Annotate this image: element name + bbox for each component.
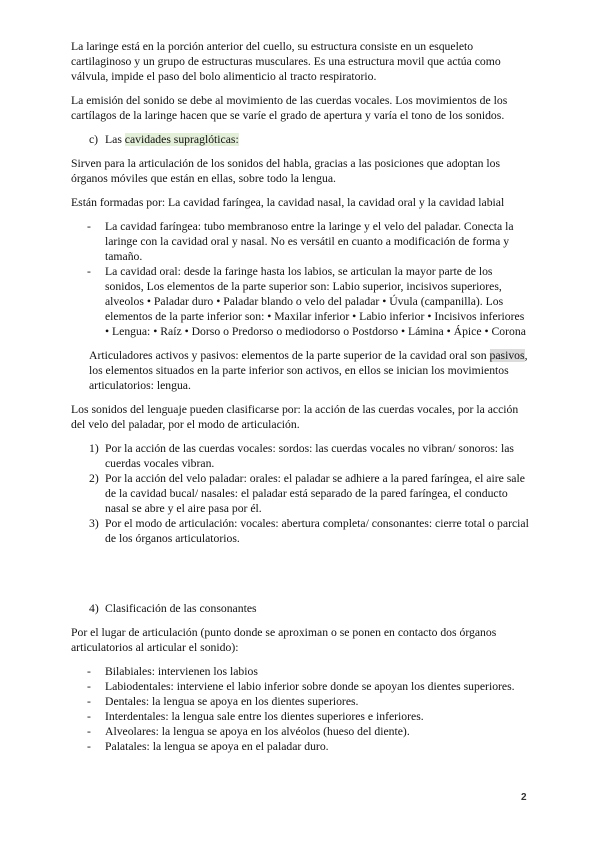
list-item bbox=[71, 709, 529, 724]
paragraph-larynx: La laringe está en la porción anterior del cuello, su estructura consiste en un esqueleto cartilaginoso y un grupo de estructuras musculares. Es una estructura movil que actúa como válvula, impide el paso del bolo alimenticio al tracto respiratorio. bbox=[71, 40, 501, 83]
classification-list bbox=[71, 441, 529, 546]
list-item-text: Dentales: la lengua se apoya en los dientes superiores. bbox=[105, 695, 359, 708]
list-item-text: Por el modo de articulación: vocales: abertura completa/ consonantes: cierre total o parcial de los órganos articulatorios. bbox=[105, 517, 529, 545]
highlighted-term: pasivos bbox=[489, 349, 525, 362]
paragraph-composition: Están formadas por: La cavidad faríngea, la cavidad nasal, la cavidad oral y la cavidad labial bbox=[71, 196, 505, 209]
paragraph-articulators bbox=[89, 348, 529, 393]
paragraph-sound-emission: La emisión del sonido se debe al movimiento de las cuerdas vocales. Los movimientos de los cartílagos de la laringe hacen que se varíe el grado de apertura y varía el tono de los sonidos. bbox=[71, 94, 508, 122]
list-item bbox=[71, 664, 529, 679]
list-item bbox=[71, 739, 529, 754]
section-marker: 4) bbox=[89, 602, 99, 615]
section-title: Clasificación de las consonantes bbox=[105, 602, 257, 615]
list-dash: - bbox=[87, 725, 91, 738]
list-item bbox=[71, 441, 529, 471]
list-item bbox=[71, 471, 529, 516]
list-dash: - bbox=[87, 665, 91, 678]
section-marker: c) bbox=[89, 133, 99, 146]
list-item-text: Bilabiales: intervienen los labios bbox=[105, 665, 258, 678]
section-prefix: Las bbox=[105, 133, 125, 146]
list-number: 3) bbox=[89, 517, 99, 530]
paragraph-function: Sirven para la articulación de los sonidos del habla, gracias a las posiciones que adoptan los órganos móviles que están en ellas, sobre todo la lengua. bbox=[71, 157, 501, 185]
list-dash: - bbox=[87, 220, 91, 233]
list-dash: - bbox=[87, 695, 91, 708]
list-number: 2) bbox=[89, 472, 99, 485]
articulators-text: , los elementos situados en la parte inferior son activos, en ellos se inician los movimientos articulatorios: lengua. bbox=[89, 349, 528, 392]
list-item bbox=[71, 264, 529, 339]
list-item bbox=[71, 219, 529, 264]
list-item-text: Palatales: la lengua se apoya en el paladar duro. bbox=[105, 740, 329, 753]
list-item-text: Labiodentales: interviene el labio inferior sobre donde se apoyan los dientes superiores. bbox=[105, 680, 515, 693]
list-item bbox=[71, 679, 529, 694]
list-item-text: Por la acción de las cuerdas vocales: sordos: las cuerdas vocales no vibran/ sonoros: las cuerdas vocales vibran. bbox=[105, 442, 514, 470]
paragraph-place-articulation: Por el lugar de articulación (punto donde se aproximan o se ponen en contacto dos órganos articulatorios al articular el sonido): bbox=[71, 626, 497, 654]
list-item-text: Interdentales: la lengua sale entre los dientes superiores e inferiores. bbox=[105, 710, 424, 723]
list-item-text: La cavidad oral: desde la faringe hasta los labios, se articulan la mayor parte de los sonidos, Los elementos de la parte superior son: Labio superior, incisivos superiores, alveolos • Paladar duro • Paladar blando o velo del paladar • Úvula (campanilla). Los elementos de la parte inferior son: • Maxilar inferior • Labio inferior • Incisivos inferiores • Lengua: • Raíz • Dorso o Predorso o mediodorso o Postdorso • Lámina • Ápice • Corona bbox=[105, 265, 526, 338]
list-dash: - bbox=[87, 265, 91, 278]
list-item-text: La cavidad faríngea: tubo membranoso entre la laringe y el velo del paladar. Conecta la laringe con la cavidad oral y nasal. No es versátil en cuanto a modificación de forma y tamaño. bbox=[105, 220, 514, 263]
page-content bbox=[71, 39, 529, 763]
spacer bbox=[71, 555, 529, 601]
list-item bbox=[71, 516, 529, 546]
list-dash: - bbox=[87, 740, 91, 753]
list-dash: - bbox=[87, 680, 91, 693]
list-item-text: Por la acción del velo paladar: orales: el paladar se adhiere a la pared faríngea, el aire sale de la cavidad bucal/ nasales: el paladar está separado de la pared faríngea, el conducto nasal se abre y el aire pasa por él. bbox=[105, 472, 525, 515]
section-heading-c bbox=[71, 132, 529, 147]
highlighted-term: cavidades supraglóticas: bbox=[124, 133, 239, 146]
list-dash: - bbox=[87, 710, 91, 723]
places-list bbox=[71, 664, 529, 754]
paragraph-classification: Los sonidos del lenguaje pueden clasificarse por: la acción de las cuerdas vocales, por la acción del velo del paladar, por el modo de articulación. bbox=[71, 403, 519, 431]
list-item-text: Alveolares: la lengua se apoya en los alvéolos (hueso del diente). bbox=[105, 725, 410, 738]
list-number: 1) bbox=[89, 442, 99, 455]
section-heading-4 bbox=[71, 601, 529, 616]
cavities-list bbox=[71, 219, 529, 339]
list-item bbox=[71, 724, 529, 739]
list-item bbox=[71, 694, 529, 709]
page-number: 2 bbox=[521, 792, 527, 803]
articulators-text: Articuladores activos y pasivos: elementos de la parte superior de la cavidad oral son bbox=[89, 349, 490, 362]
